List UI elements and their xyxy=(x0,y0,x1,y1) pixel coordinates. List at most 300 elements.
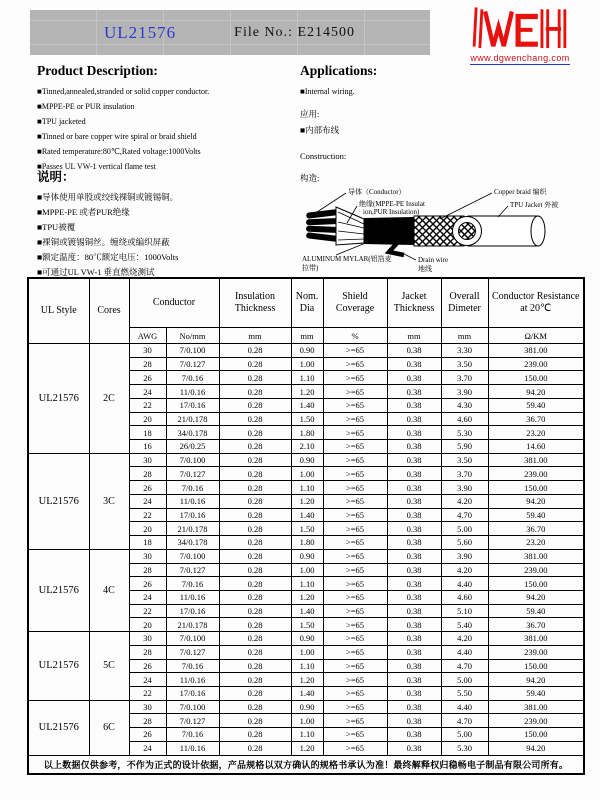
spec-cell: 28 xyxy=(129,563,166,577)
spec-cell: 30 xyxy=(129,700,166,714)
spec-cell: 0.28 xyxy=(219,522,291,536)
applications-item: ■Internal wiring. xyxy=(300,87,355,96)
spec-cell: 0.38 xyxy=(387,412,441,426)
spec-cell: 3.90 xyxy=(441,385,488,399)
label-insulation-2: ion,PUR Insulation) xyxy=(363,208,420,216)
applications-cn-title: 应用: xyxy=(300,109,320,119)
spec-cell: >=65 xyxy=(323,467,387,481)
spec-cell: 239.00 xyxy=(488,467,584,481)
spec-cell: 1.10 xyxy=(291,371,323,385)
spec-cell: >=65 xyxy=(323,398,387,412)
spec-cell: 26 xyxy=(129,577,166,591)
spec-cell: >=65 xyxy=(323,536,387,550)
spec-cell: >=65 xyxy=(323,522,387,536)
spec-cell: 0.38 xyxy=(387,700,441,714)
spec-cell: 26 xyxy=(129,371,166,385)
spec-cell: 0.28 xyxy=(219,714,291,728)
spec-cell: 0.38 xyxy=(387,357,441,371)
spec-cell: 150.00 xyxy=(488,371,584,385)
spec-cell: 0.38 xyxy=(387,728,441,742)
spec-cell: 23.20 xyxy=(488,536,584,550)
spec-cell: 0.38 xyxy=(387,659,441,673)
spec-cell: 7/0.127 xyxy=(166,714,219,728)
spec-cell: 1.20 xyxy=(291,590,323,604)
spec-cell: 0.28 xyxy=(219,590,291,604)
spec-cell: >=65 xyxy=(323,440,387,454)
spec-cell: 0.28 xyxy=(219,494,291,508)
spec-cell: 3.70 xyxy=(441,371,488,385)
spec-cell: >=65 xyxy=(323,673,387,687)
unit-nom-dia: mm xyxy=(291,328,323,344)
spec-cell: 0.28 xyxy=(219,577,291,591)
spec-cell: 381.00 xyxy=(488,700,584,714)
cores-cell: 3C xyxy=(89,453,129,549)
spec-cell: 0.38 xyxy=(387,590,441,604)
spec-cell: 1.10 xyxy=(291,659,323,673)
product-description-section xyxy=(37,63,297,174)
spec-cell: 150.00 xyxy=(488,481,584,495)
spec-cell: 1.40 xyxy=(291,398,323,412)
spec-cell: 1.00 xyxy=(291,714,323,728)
spec-cell: 1.20 xyxy=(291,385,323,399)
spec-cell: 0.38 xyxy=(387,508,441,522)
spec-cell: 7/0.16 xyxy=(166,577,219,591)
spec-cell: 4.40 xyxy=(441,645,488,659)
spec-cell: 381.00 xyxy=(488,632,584,646)
spec-cell: 3.50 xyxy=(441,357,488,371)
spec-cell: 4.70 xyxy=(441,659,488,673)
spec-cell: 11/0.16 xyxy=(166,385,219,399)
spec-cell: 18 xyxy=(129,536,166,550)
spec-cell: 381.00 xyxy=(488,453,584,467)
spec-cell: 0.28 xyxy=(219,536,291,550)
header-bar xyxy=(30,10,430,55)
spec-cell: 3.90 xyxy=(441,549,488,563)
spec-cell: 30 xyxy=(129,632,166,646)
pd-item: ■Rated temperature:80℃,Rated voltage:1000Volts xyxy=(37,147,201,156)
spec-cell: 150.00 xyxy=(488,577,584,591)
unit-insulation: mm xyxy=(219,328,291,344)
spec-row xyxy=(28,453,584,467)
spec-row xyxy=(28,700,584,714)
spec-cell: 11/0.16 xyxy=(166,673,219,687)
spec-cell: 0.38 xyxy=(387,714,441,728)
spec-cell: 1.50 xyxy=(291,412,323,426)
spec-cell: 1.20 xyxy=(291,494,323,508)
pd-item: ■Tinned,annealed,stranded or solid copper conductor. xyxy=(37,87,210,96)
spec-cell: 94.20 xyxy=(488,385,584,399)
spec-cell: 7/0.100 xyxy=(166,344,219,358)
applications-title: Applications: xyxy=(300,63,378,78)
label-mylar-1: ALUMINUM MYLAR(铝箔麦 xyxy=(302,255,392,263)
spec-cell: 0.28 xyxy=(219,604,291,618)
spec-cell: >=65 xyxy=(323,714,387,728)
spec-cell: 0.28 xyxy=(219,385,291,399)
spec-cell: >=65 xyxy=(323,686,387,700)
spec-row xyxy=(28,344,584,358)
spec-cell: 0.38 xyxy=(387,426,441,440)
spec-cell: 22 xyxy=(129,686,166,700)
spec-cell: 16 xyxy=(129,440,166,454)
spec-cell: 28 xyxy=(129,645,166,659)
spec-cell: 21/0.178 xyxy=(166,412,219,426)
spec-cell: 34/0.178 xyxy=(166,426,219,440)
spec-cell: 1.00 xyxy=(291,357,323,371)
spec-cell: 5.30 xyxy=(441,741,488,755)
spec-cell: 20 xyxy=(129,618,166,632)
spec-cell: 0.28 xyxy=(219,412,291,426)
spec-cell: 1.80 xyxy=(291,536,323,550)
spec-cell: 4.30 xyxy=(441,398,488,412)
spec-cell: 0.28 xyxy=(219,453,291,467)
spec-cell: 23.20 xyxy=(488,426,584,440)
ul-style-cell: UL21576 xyxy=(28,344,89,454)
spec-cell: >=65 xyxy=(323,412,387,426)
spec-cell: 11/0.16 xyxy=(166,590,219,604)
spec-cell: 5.00 xyxy=(441,728,488,742)
spec-cell: 30 xyxy=(129,549,166,563)
spec-cell: 5.30 xyxy=(441,426,488,440)
spec-cell: 239.00 xyxy=(488,357,584,371)
spec-cell: 7/0.100 xyxy=(166,700,219,714)
cores-cell: 6C xyxy=(89,700,129,755)
cores-cell: 5C xyxy=(89,632,129,701)
unit-shield: % xyxy=(323,328,387,344)
spec-cell: 4.60 xyxy=(441,590,488,604)
ul-style-cell: UL21576 xyxy=(28,453,89,549)
unit-resistance: Ω/KM xyxy=(488,328,584,344)
spec-cell: >=65 xyxy=(323,590,387,604)
pd-item: ■MPPE-PE or PUR insulation xyxy=(37,102,135,111)
spec-cell: 3.50 xyxy=(441,453,488,467)
spec-cell: 0.28 xyxy=(219,618,291,632)
spec-cell: 2.10 xyxy=(291,440,323,454)
website-link[interactable]: www.dgwenchang.com xyxy=(470,53,570,63)
spec-cell: 94.20 xyxy=(488,741,584,755)
label-mylar-2: 拉带) xyxy=(302,264,319,272)
spec-cell: 7/0.100 xyxy=(166,549,219,563)
spec-cell: 36.70 xyxy=(488,522,584,536)
spec-cell: 0.38 xyxy=(387,577,441,591)
spec-cell: 0.28 xyxy=(219,398,291,412)
spec-cell: 4.20 xyxy=(441,632,488,646)
spec-cell: 3.90 xyxy=(441,481,488,495)
spec-cell: 24 xyxy=(129,741,166,755)
spec-cell: 0.90 xyxy=(291,453,323,467)
spec-cell: 7/0.16 xyxy=(166,659,219,673)
cn-item: ■TPU被覆 xyxy=(37,222,76,232)
description-cn-section xyxy=(37,167,297,280)
pd-item: ■Passes UL VW-1 vertical flame test xyxy=(37,162,156,171)
col-ul-style: UL Style xyxy=(28,278,89,344)
spec-cell: 24 xyxy=(129,494,166,508)
ul-style-cell: UL21576 xyxy=(28,700,89,755)
spec-cell: >=65 xyxy=(323,700,387,714)
spec-row xyxy=(28,549,584,563)
col-nom-dia: Nom. Dia xyxy=(291,278,323,328)
spec-cell: 0.28 xyxy=(219,673,291,687)
spec-cell: 1.40 xyxy=(291,604,323,618)
spec-cell: 34/0.178 xyxy=(166,536,219,550)
spec-cell: >=65 xyxy=(323,371,387,385)
spec-cell: 17/0.16 xyxy=(166,686,219,700)
label-braid: Copper braid 编织 xyxy=(494,188,547,196)
spec-cell: 59.40 xyxy=(488,508,584,522)
spec-cell: >=65 xyxy=(323,563,387,577)
spec-cell: 0.38 xyxy=(387,467,441,481)
unit-no-mm: No/mm xyxy=(166,328,219,344)
spec-cell: 17/0.16 xyxy=(166,508,219,522)
spec-cell: 28 xyxy=(129,467,166,481)
spec-cell: 0.38 xyxy=(387,536,441,550)
spec-cell: 0.90 xyxy=(291,344,323,358)
spec-cell: 0.28 xyxy=(219,549,291,563)
spec-cell: 5.00 xyxy=(441,522,488,536)
spec-cell: 22 xyxy=(129,398,166,412)
spec-cell: >=65 xyxy=(323,494,387,508)
spec-cell: >=65 xyxy=(323,549,387,563)
spec-cell: 0.38 xyxy=(387,549,441,563)
spec-cell: 20 xyxy=(129,522,166,536)
spec-cell: 20 xyxy=(129,412,166,426)
spec-cell: 1.10 xyxy=(291,577,323,591)
spec-cell: 1.00 xyxy=(291,563,323,577)
header-ul-style: UL21576 xyxy=(104,22,177,42)
spec-cell: 0.38 xyxy=(387,481,441,495)
spec-cell: 0.28 xyxy=(219,508,291,522)
spec-cell: 0.90 xyxy=(291,632,323,646)
cn-item: ■MPPE-PE 或者PUR绝缘 xyxy=(37,207,130,217)
spec-cell: 239.00 xyxy=(488,645,584,659)
spec-cell: 1.50 xyxy=(291,618,323,632)
pd-item: ■Tinned or bare copper wire spiral or braid shield xyxy=(37,132,197,141)
spec-cell: 0.38 xyxy=(387,398,441,412)
spec-cell: 0.38 xyxy=(387,632,441,646)
spec-cell: 7/0.16 xyxy=(166,371,219,385)
col-resistance: Conductor Resistance at 20℃ xyxy=(488,278,584,328)
spec-cell: 5.40 xyxy=(441,618,488,632)
spec-cell: 0.28 xyxy=(219,344,291,358)
spec-cell: >=65 xyxy=(323,632,387,646)
spec-cell: >=65 xyxy=(323,357,387,371)
description-cn-title: 说明： xyxy=(37,170,75,184)
spec-cell: 11/0.16 xyxy=(166,741,219,755)
conductors-drawing xyxy=(306,209,338,242)
spec-cell: 0.38 xyxy=(387,522,441,536)
spec-cell: 1.20 xyxy=(291,673,323,687)
pd-item: ■TPU jacketed xyxy=(37,117,86,126)
spec-cell: 0.28 xyxy=(219,467,291,481)
cores-cell: 2C xyxy=(89,344,129,454)
spec-cell: 94.20 xyxy=(488,590,584,604)
spec-cell: >=65 xyxy=(323,577,387,591)
spec-cell: 30 xyxy=(129,344,166,358)
spec-cell: 0.90 xyxy=(291,700,323,714)
spec-cell: 0.38 xyxy=(387,673,441,687)
spec-cell: 26/0.25 xyxy=(166,440,219,454)
spec-cell: 28 xyxy=(129,357,166,371)
spec-cell: 18 xyxy=(129,426,166,440)
spec-cell: 7/0.16 xyxy=(166,728,219,742)
spec-cell: 0.28 xyxy=(219,426,291,440)
spec-cell: 94.20 xyxy=(488,494,584,508)
label-drain-1: Drain wire xyxy=(418,256,449,264)
spec-cell: 24 xyxy=(129,673,166,687)
spec-cell: 21/0.178 xyxy=(166,618,219,632)
spec-cell: 239.00 xyxy=(488,714,584,728)
spec-cell: 24 xyxy=(129,590,166,604)
spec-cell: >=65 xyxy=(323,604,387,618)
col-cores: Cores xyxy=(89,278,129,344)
spec-cell: 1.40 xyxy=(291,508,323,522)
spec-cell: 0.28 xyxy=(219,357,291,371)
spec-cell: 3.70 xyxy=(441,467,488,481)
spec-cell: 22 xyxy=(129,508,166,522)
col-insulation: Insulation Thickness xyxy=(219,278,291,328)
spec-cell: 4.70 xyxy=(441,714,488,728)
spec-cell: 7/0.100 xyxy=(166,632,219,646)
spec-cell: 1.10 xyxy=(291,728,323,742)
spec-cell: 0.38 xyxy=(387,604,441,618)
spec-cell: 17/0.16 xyxy=(166,398,219,412)
label-insulation-1: 绝缘(MPPE-PE Insulat xyxy=(359,200,425,208)
label-drain-2: 地线 xyxy=(418,265,432,273)
spec-cell: 1.50 xyxy=(291,522,323,536)
spec-cell: 59.40 xyxy=(488,686,584,700)
spec-cell: 1.00 xyxy=(291,645,323,659)
spec-cell: 0.28 xyxy=(219,686,291,700)
ul-style-cell: UL21576 xyxy=(28,632,89,701)
spec-cell: 0.28 xyxy=(219,371,291,385)
col-overall: Overall Dimeter xyxy=(441,278,488,328)
cn-item: ■可通过UL VW-1 垂直燃烧测试 xyxy=(37,267,155,277)
spec-cell: 4.40 xyxy=(441,577,488,591)
table-disclaimer: 以上数据仅供参考，不作为正式的设计依据，产品规格以双方确认的规格书承认为准！最终解释权归稳畅电子制品有限公司所有。 xyxy=(28,755,584,774)
spec-cell: 1.20 xyxy=(291,741,323,755)
spec-cell: >=65 xyxy=(323,385,387,399)
construction-cn-title: 构造: xyxy=(300,173,320,183)
label-jacket: TPU Jacket 外被 xyxy=(510,201,559,209)
spec-cell: 59.40 xyxy=(488,398,584,412)
spec-cell: 7/0.127 xyxy=(166,563,219,577)
spec-cell: 0.38 xyxy=(387,344,441,358)
spec-cell: 3.30 xyxy=(441,344,488,358)
spec-cell: 11/0.16 xyxy=(166,494,219,508)
spec-cell: 5.00 xyxy=(441,673,488,687)
spec-cell: 14.60 xyxy=(488,440,584,454)
spec-cell: 26 xyxy=(129,481,166,495)
spec-cell: 0.38 xyxy=(387,618,441,632)
col-conductor: Conductor xyxy=(129,278,219,328)
spec-cell: 0.38 xyxy=(387,645,441,659)
spec-cell: 4.20 xyxy=(441,494,488,508)
spec-cell: 0.38 xyxy=(387,494,441,508)
spec-cell: 0.38 xyxy=(387,385,441,399)
product-description-title: Product Description: xyxy=(37,63,158,78)
spec-cell: >=65 xyxy=(323,426,387,440)
spec-cell: 24 xyxy=(129,385,166,399)
spec-cell: 4.40 xyxy=(441,700,488,714)
spec-table xyxy=(27,277,585,775)
spec-cell: 0.90 xyxy=(291,549,323,563)
spec-cell: 26 xyxy=(129,659,166,673)
spec-cell: 0.38 xyxy=(387,563,441,577)
construction-diagram xyxy=(300,182,590,274)
spec-cell: 0.28 xyxy=(219,632,291,646)
spec-cell: >=65 xyxy=(323,618,387,632)
col-shield: Shield Coverage xyxy=(323,278,387,328)
spec-cell: 7/0.127 xyxy=(166,357,219,371)
spec-cell: 0.28 xyxy=(219,563,291,577)
spec-cell: 4.20 xyxy=(441,563,488,577)
company-logo xyxy=(460,6,580,66)
spec-cell: 26 xyxy=(129,728,166,742)
spec-cell: 7/0.100 xyxy=(166,453,219,467)
spec-cell: 239.00 xyxy=(488,563,584,577)
spec-cell: 5.90 xyxy=(441,440,488,454)
spec-cell: 5.10 xyxy=(441,604,488,618)
spec-cell: 0.28 xyxy=(219,728,291,742)
spec-cell: 0.28 xyxy=(219,700,291,714)
spec-cell: 381.00 xyxy=(488,344,584,358)
applications-cn-item: ■内部布线 xyxy=(300,125,340,135)
spec-cell: 7/0.16 xyxy=(166,481,219,495)
spec-cell: 150.00 xyxy=(488,659,584,673)
spec-cell: 30 xyxy=(129,453,166,467)
spec-cell: 0.28 xyxy=(219,741,291,755)
spec-cell: >=65 xyxy=(323,508,387,522)
spec-cell: >=65 xyxy=(323,645,387,659)
spec-cell: 22 xyxy=(129,604,166,618)
spec-cell: >=65 xyxy=(323,728,387,742)
spec-cell: 1.40 xyxy=(291,686,323,700)
spec-cell: >=65 xyxy=(323,659,387,673)
spec-cell: 7/0.127 xyxy=(166,645,219,659)
header-file-no: File No.: E214500 xyxy=(234,24,356,40)
unit-overall: mm xyxy=(441,328,488,344)
spec-cell: 59.40 xyxy=(488,604,584,618)
spec-cell: 0.38 xyxy=(387,741,441,755)
spec-cell: 0.38 xyxy=(387,453,441,467)
spec-cell: 0.28 xyxy=(219,440,291,454)
spec-cell: 1.80 xyxy=(291,426,323,440)
ul-style-cell: UL21576 xyxy=(28,549,89,631)
spec-cell: 28 xyxy=(129,714,166,728)
cores-cell: 4C xyxy=(89,549,129,631)
cn-item: ■导体使用单股或绞线裸铜或镀锡铜。 xyxy=(37,192,179,202)
spec-cell: 381.00 xyxy=(488,549,584,563)
spec-cell: 17/0.16 xyxy=(166,604,219,618)
construction-title: Construction: xyxy=(300,151,347,161)
spec-cell: 1.10 xyxy=(291,481,323,495)
unit-jacket: mm xyxy=(387,328,441,344)
spec-row xyxy=(28,632,584,646)
cn-item: ■裸铜或镀锡铜丝。缠绕或编织屏蔽 xyxy=(37,237,170,247)
unit-awg: AWG xyxy=(129,328,166,344)
spec-cell: >=65 xyxy=(323,344,387,358)
spec-cell: 94.20 xyxy=(488,673,584,687)
spec-cell: 0.38 xyxy=(387,371,441,385)
spec-cell: >=65 xyxy=(323,481,387,495)
spec-cell: >=65 xyxy=(323,453,387,467)
applications-section xyxy=(300,63,590,99)
wch-logo-icon xyxy=(470,6,570,48)
spec-cell: 36.70 xyxy=(488,412,584,426)
spec-cell: 5.60 xyxy=(441,536,488,550)
spec-cell: 1.00 xyxy=(291,467,323,481)
spec-cell: 21/0.178 xyxy=(166,522,219,536)
spec-cell: 4.60 xyxy=(441,412,488,426)
